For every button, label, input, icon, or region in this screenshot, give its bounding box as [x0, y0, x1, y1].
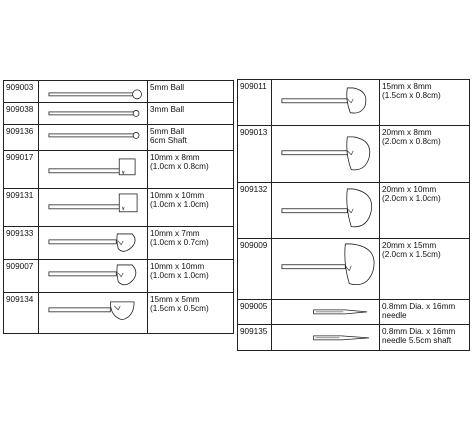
- item-description: 20mm x 10mm (2.0cm x 1.0cm): [380, 183, 470, 238]
- item-description: 20mm x 15mm (2.0cm x 1.5cm): [380, 238, 470, 299]
- spade-tool-icon: [39, 226, 148, 260]
- item-code: 909003: [4, 81, 39, 103]
- item-code: 909013: [238, 125, 272, 182]
- square-tool-icon: [39, 189, 148, 227]
- item-description: 0.8mm Dia. x 16mm needle: [380, 299, 470, 324]
- table-row: [4, 81, 234, 103]
- table-row: [238, 299, 470, 324]
- item-code: 909136: [4, 124, 39, 151]
- item-description: 10mm x 10mm (1.0cm x 1.0cm): [148, 189, 234, 227]
- right-catalog-table: [237, 79, 470, 351]
- half-round-tool-icon: [272, 183, 380, 238]
- table-row: [4, 124, 234, 151]
- table-row: [238, 125, 470, 182]
- table-row: [4, 151, 234, 189]
- item-code: 909038: [4, 102, 39, 124]
- item-code: 909131: [4, 189, 39, 227]
- item-code: 909011: [238, 80, 272, 126]
- half-round-tool-icon: [272, 238, 380, 299]
- table-row: [238, 324, 470, 351]
- table-row: [238, 80, 470, 126]
- item-description: 20mm x 8mm (2.0cm x 0.8cm): [380, 125, 470, 182]
- item-description: 15mm x 8mm (1.5cm x 0.8cm): [380, 80, 470, 126]
- table-row: [4, 293, 234, 334]
- table-row: [4, 189, 234, 227]
- half-round-tool-icon: [272, 125, 380, 182]
- small-ball-tool-icon: [39, 102, 148, 124]
- left-catalog-table: [3, 80, 234, 334]
- ball-tool-icon: [39, 81, 148, 103]
- item-code: 909132: [238, 183, 272, 238]
- item-code: 909005: [238, 299, 272, 324]
- item-description: 3mm Ball: [148, 102, 234, 124]
- item-description: 5mm Ball 6cm Shaft: [148, 124, 234, 151]
- item-code: 909133: [4, 226, 39, 260]
- table-row: [238, 183, 470, 238]
- short-ball-tool-icon: [39, 124, 148, 151]
- table-row: [4, 226, 234, 260]
- square-tool-icon: [39, 151, 148, 189]
- spade-tool-icon: [39, 260, 148, 293]
- table-row: [4, 260, 234, 293]
- item-code: 909134: [4, 293, 39, 334]
- item-description: 5mm Ball: [148, 81, 234, 103]
- half-round-tool-icon: [39, 293, 148, 334]
- item-code: 909135: [238, 324, 272, 351]
- item-code: 909007: [4, 260, 39, 293]
- needle-tool-icon: [272, 299, 380, 324]
- item-description: 0.8mm Dia. x 16mm needle 5.5cm shaft: [380, 324, 470, 351]
- item-description: 10mm x 8mm (1.0cm x 0.8cm): [148, 151, 234, 189]
- item-code: 909009: [238, 238, 272, 299]
- needle-tool-icon: [272, 324, 380, 351]
- half-round-tool-icon: [272, 80, 380, 126]
- table-row: [4, 102, 234, 124]
- item-description: 10mm x 7mm (1.0cm x 0.7cm): [148, 226, 234, 260]
- item-code: 909017: [4, 151, 39, 189]
- item-description: 10mm x 10mm (1.0cm x 1.0cm): [148, 260, 234, 293]
- table-row: [238, 238, 470, 299]
- item-description: 15mm x 5mm (1.5cm x 0.5cm): [148, 293, 234, 334]
